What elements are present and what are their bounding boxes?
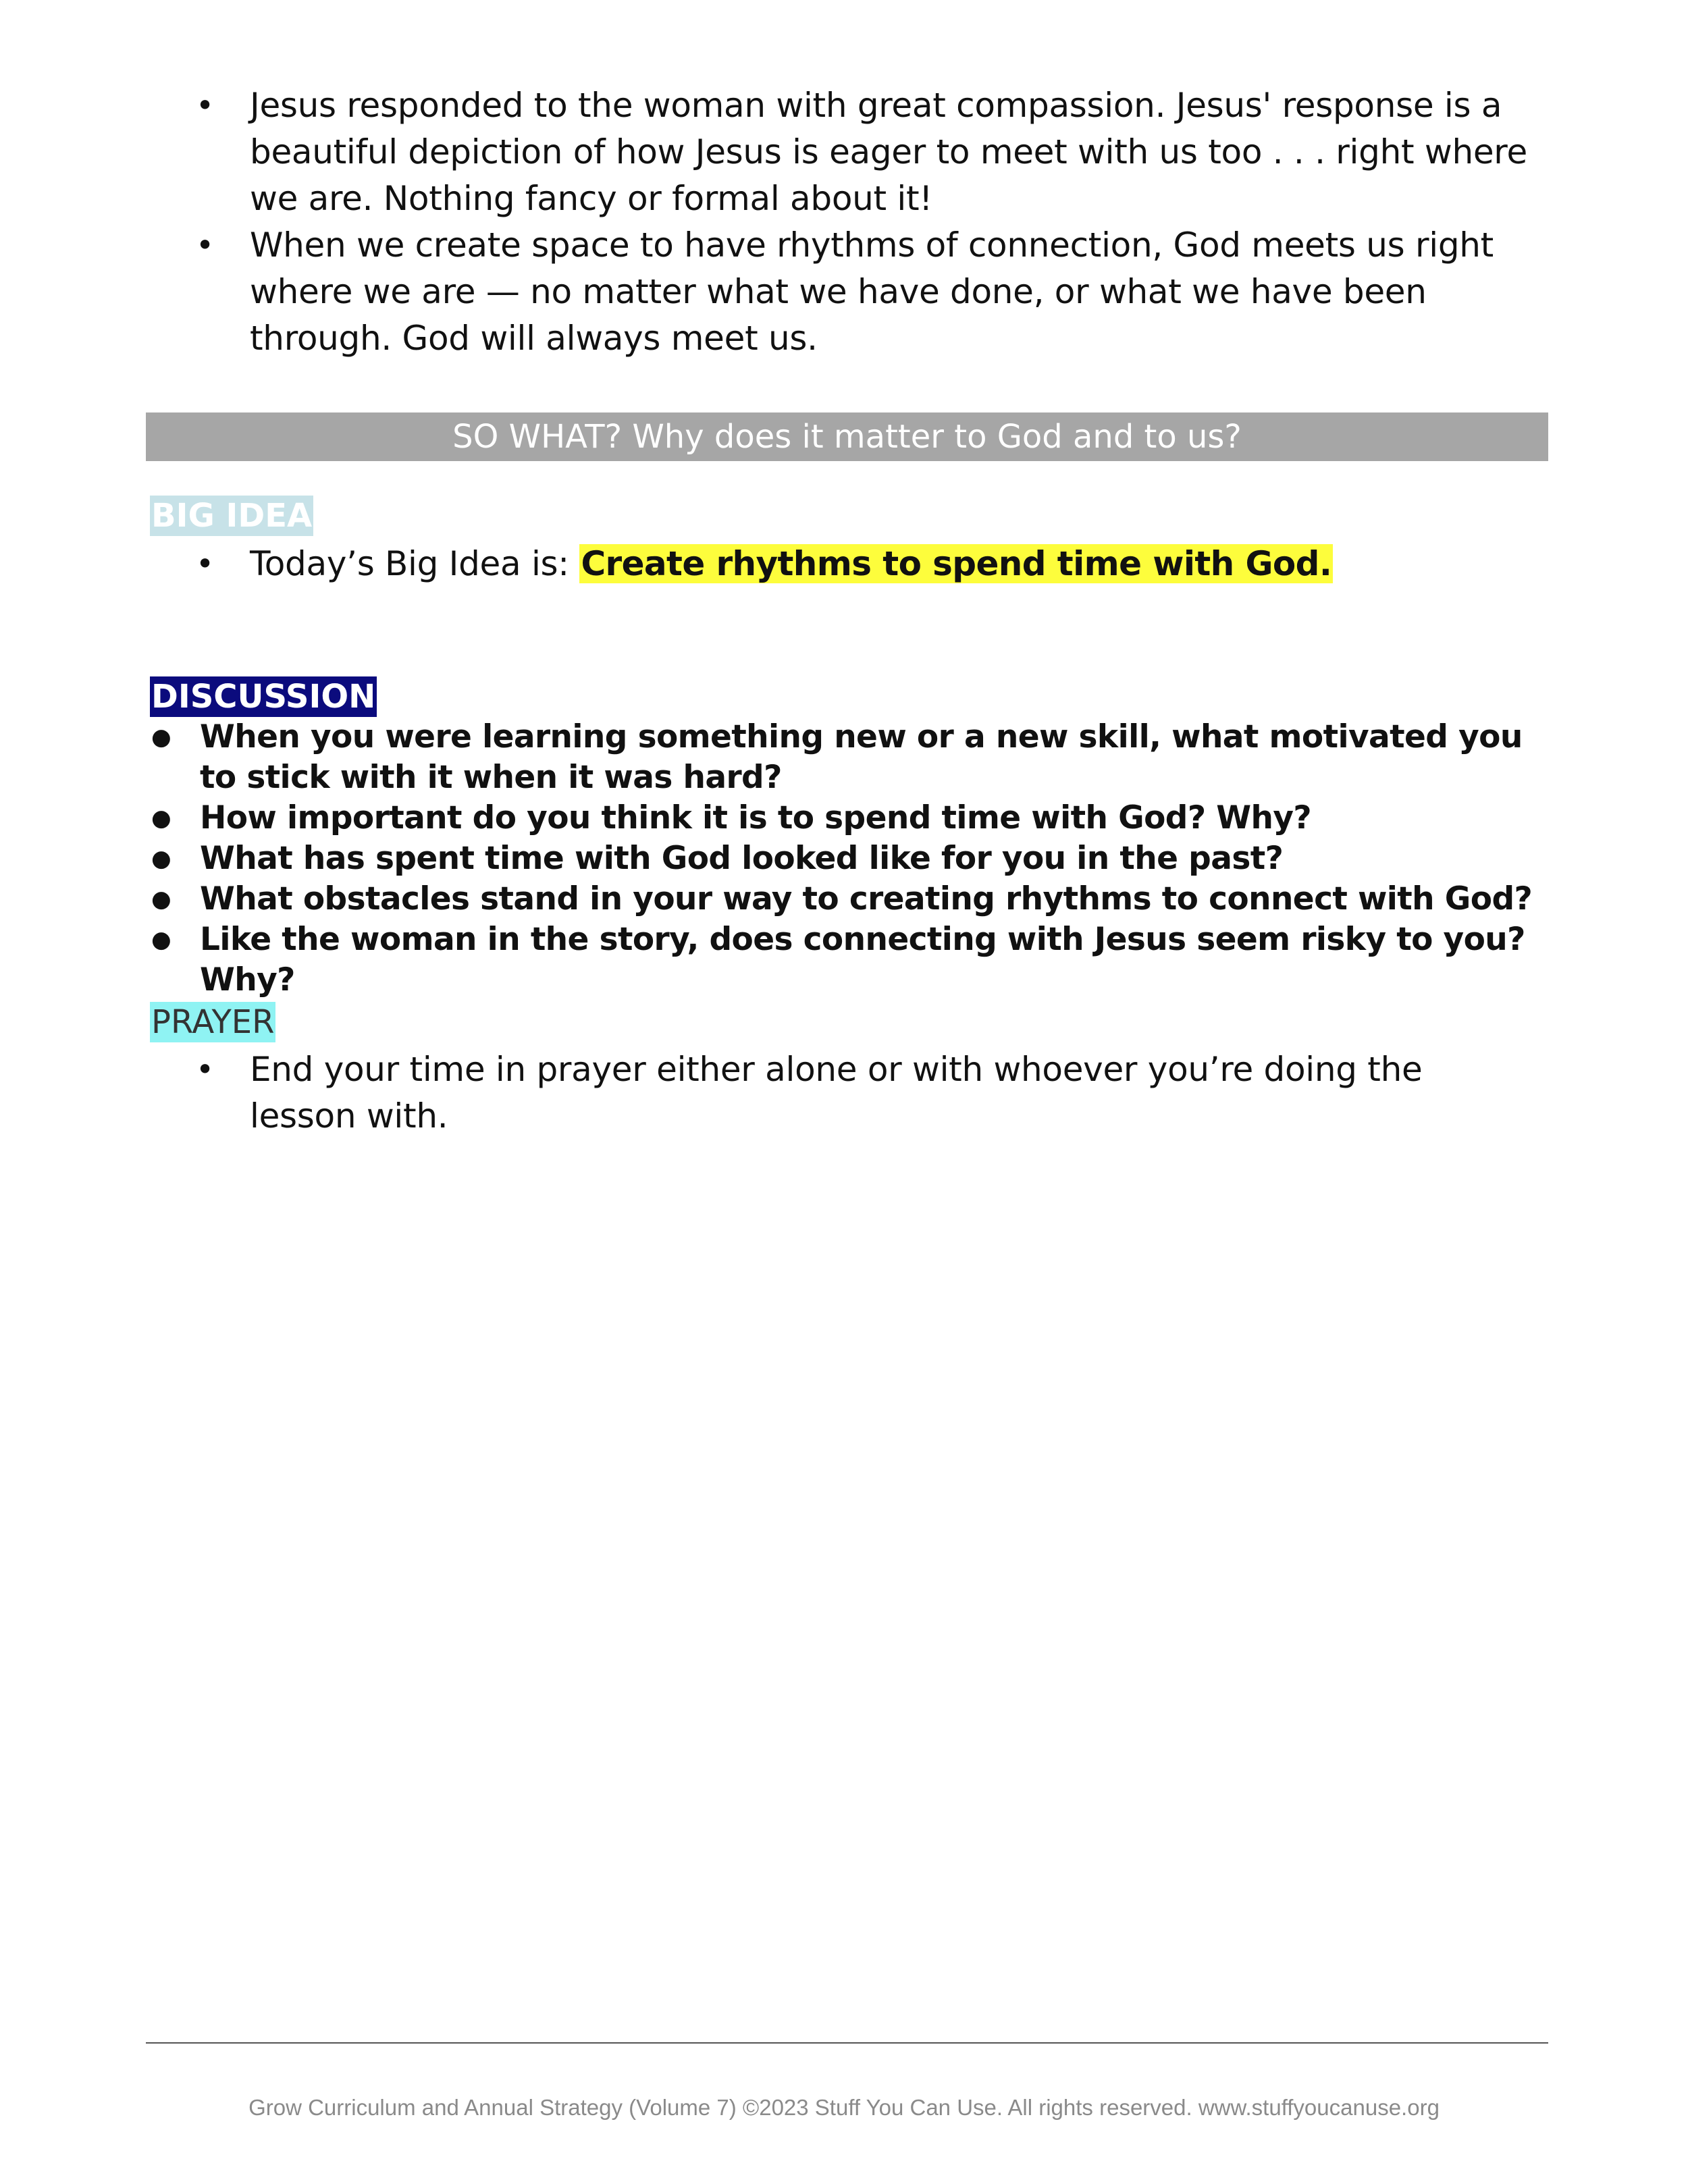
discussion-question: ● When you were learning something new or a new skill, what motivated you to stick with it when it was hard? bbox=[150, 717, 1561, 798]
discussion-question: ● What has spent time with God looked like for you in the past? bbox=[150, 838, 1561, 879]
big-idea-item bbox=[196, 540, 1333, 587]
prayer-list bbox=[196, 1046, 1519, 1140]
discussion-question: ● How important do you think it is to spend time with God? Why? bbox=[150, 798, 1561, 838]
prayer-item: • End your time in prayer either alone or with whoever you’re doing the lesson with. bbox=[196, 1046, 1519, 1140]
intro-bullet-2: • When we create space to have rhythms of connection, God meets us right where we are — no matter what we have done, or what we have been through. God will always meet us. bbox=[196, 222, 1553, 362]
discussion-question: ● Like the woman in the story, does connecting with Jesus seem risky to you? Why? bbox=[150, 920, 1561, 1001]
big-idea-prefix: Today’s Big Idea is: bbox=[250, 544, 580, 583]
intro-bullet-1: • Jesus responded to the woman with great compassion. Jesus' response is a beautiful depiction of how Jesus is eager to meet with us too . . . right where we are. Nothing fancy or formal about it! bbox=[196, 82, 1553, 222]
section-banner: SO WHAT? Why does it matter to God and to us? bbox=[146, 412, 1548, 461]
discussion-question-list bbox=[150, 717, 1561, 1001]
prayer-label: PRAYER bbox=[151, 1003, 275, 1041]
intro-bullet-list bbox=[196, 82, 1553, 362]
footer-divider bbox=[146, 2042, 1548, 2044]
discussion-label: DISCUSSION bbox=[151, 678, 376, 716]
discussion-question: ● What obstacles stand in your way to creating rhythms to connect with God? bbox=[150, 879, 1561, 920]
big-idea-label: BIG IDEA bbox=[151, 497, 313, 535]
page-footer: Grow Curriculum and Annual Strategy (Volume 7) ©2023 Stuff You Can Use. All rights reserved. www.stuffyoucanuse.org bbox=[248, 2095, 1440, 2120]
big-idea-list bbox=[196, 540, 1333, 587]
big-idea-statement: Create rhythms to spend time with God. bbox=[581, 544, 1332, 583]
